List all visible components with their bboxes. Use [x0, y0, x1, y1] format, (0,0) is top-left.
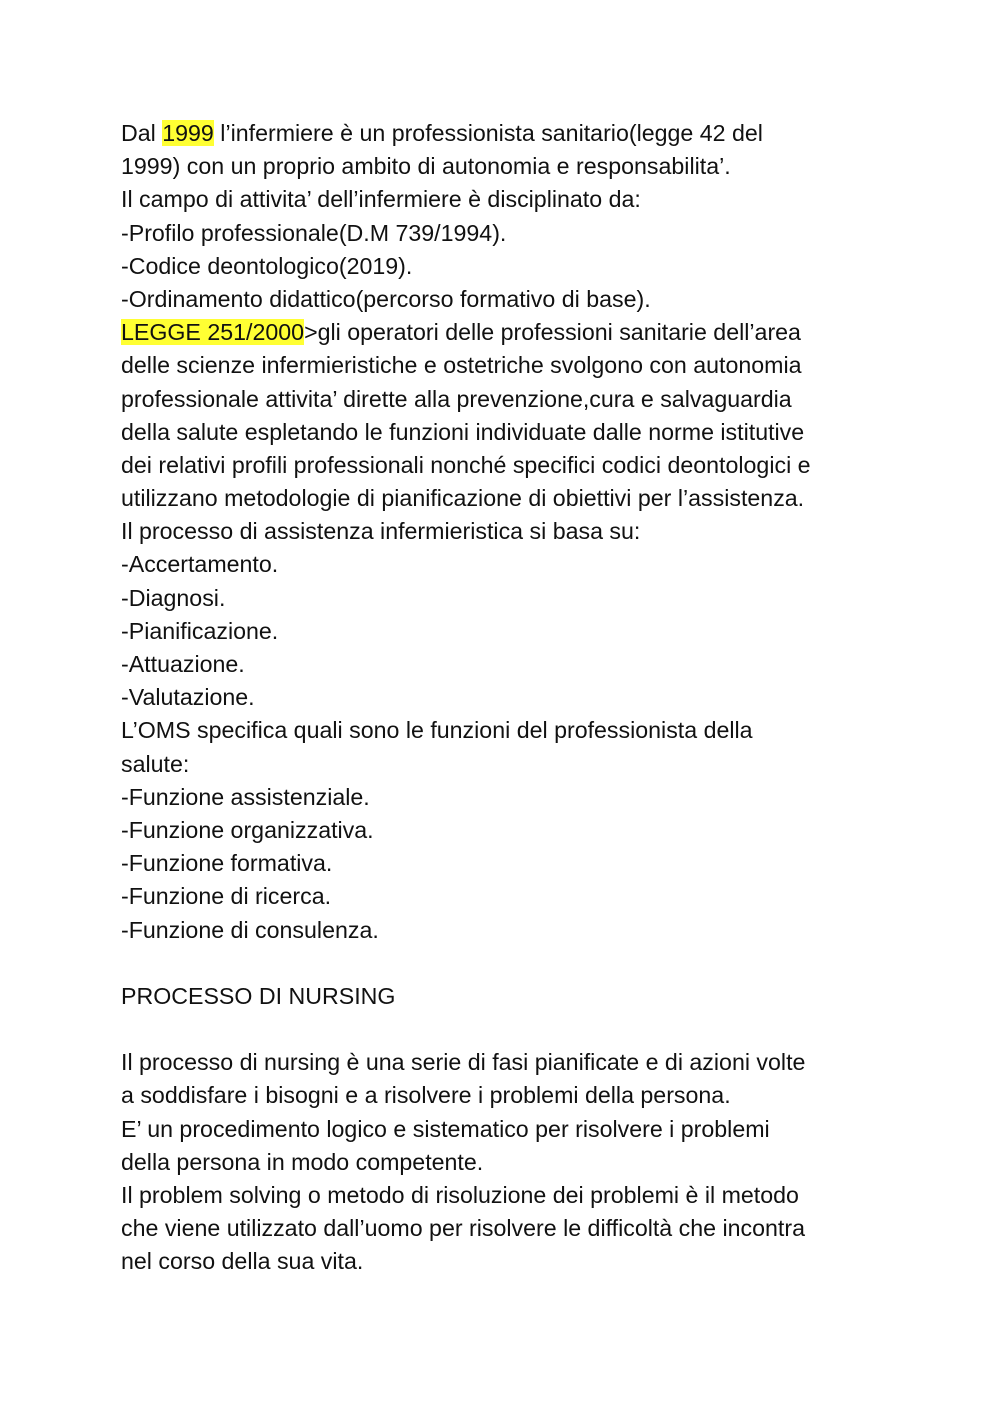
- document-body: [121, 117, 901, 1279]
- text-line: della salute espletando le funzioni individuate dalle norme istitutive: [121, 418, 805, 445]
- text-run: >gli operatori delle professioni sanitarie dell’area: [304, 319, 801, 346]
- text-line: L’OMS specifica quali sono le funzioni del professionista della: [121, 717, 753, 744]
- text-line: Il processo di nursing è una serie di fasi pianificate e di azioni volte: [121, 1049, 806, 1076]
- text-line: Il processo di assistenza infermieristica si basa su:: [121, 518, 641, 545]
- text-line: Il campo di attivita’ dell’infermiere è disciplinato da:: [121, 186, 641, 213]
- blank-line: [121, 947, 901, 980]
- text-line: [121, 117, 901, 150]
- text-line: utilizzano metodologie di pianificazione di obiettivi per l’assistenza.: [121, 485, 805, 512]
- list-item: -Funzione assistenziale.: [121, 783, 370, 810]
- text-line: della persona in modo competente.: [121, 1148, 484, 1175]
- text-line: a soddisfare i bisogni e a risolvere i problemi della persona.: [121, 1082, 731, 1109]
- list-item: -Funzione di ricerca.: [121, 883, 332, 910]
- section-heading: PROCESSO DI NURSING: [121, 982, 396, 1009]
- list-item: -Attuazione.: [121, 651, 245, 677]
- list-item: -Pianificazione.: [121, 617, 279, 644]
- text-run: Dal: [121, 120, 163, 146]
- list-item: -Funzione formativa.: [121, 850, 333, 877]
- text-line: Il problem solving o metodo di risoluzione dei problemi è il metodo: [121, 1182, 799, 1208]
- blank-line: [121, 1013, 901, 1046]
- list-item: -Diagnosi.: [121, 584, 226, 611]
- text-line: 1999) con un proprio ambito di autonomia e responsabilita’.: [121, 153, 731, 180]
- highlighted-year: 1999: [162, 120, 214, 146]
- text-line: E’ un procedimento logico e sistematico per risolvere i problemi: [121, 1115, 770, 1142]
- list-item: -Valutazione.: [121, 684, 255, 711]
- list-item: -Funzione di consulenza.: [121, 916, 379, 943]
- text-line: dei relativi profili professionali nonché specifici codici deontologici e: [121, 451, 811, 478]
- text-line: professionale attivita’ dirette alla prevenzione,cura e salvaguardia: [121, 385, 792, 412]
- text-run: l’infermiere è un professionista sanitario(legge 42 del: [213, 120, 763, 146]
- list-item: -Profilo professionale(D.M 739/1994).: [121, 219, 507, 246]
- text-line: delle scienze infermieristiche e ostetriche svolgono con autonomia: [121, 352, 802, 379]
- list-item: -Ordinamento didattico(percorso formativo di base).: [121, 285, 651, 312]
- list-item: -Codice deontologico(2019).: [121, 252, 413, 279]
- text-line: salute:: [121, 750, 190, 777]
- highlighted-law: LEGGE 251/2000: [121, 319, 305, 346]
- text-line: che viene utilizzato dall’uomo per risolvere le difficoltà che incontra: [121, 1215, 805, 1242]
- list-item: -Funzione organizzativa.: [121, 816, 374, 843]
- list-item: -Accertamento.: [121, 551, 279, 578]
- text-line: nel corso della sua vita.: [121, 1248, 364, 1275]
- text-line: [121, 316, 901, 349]
